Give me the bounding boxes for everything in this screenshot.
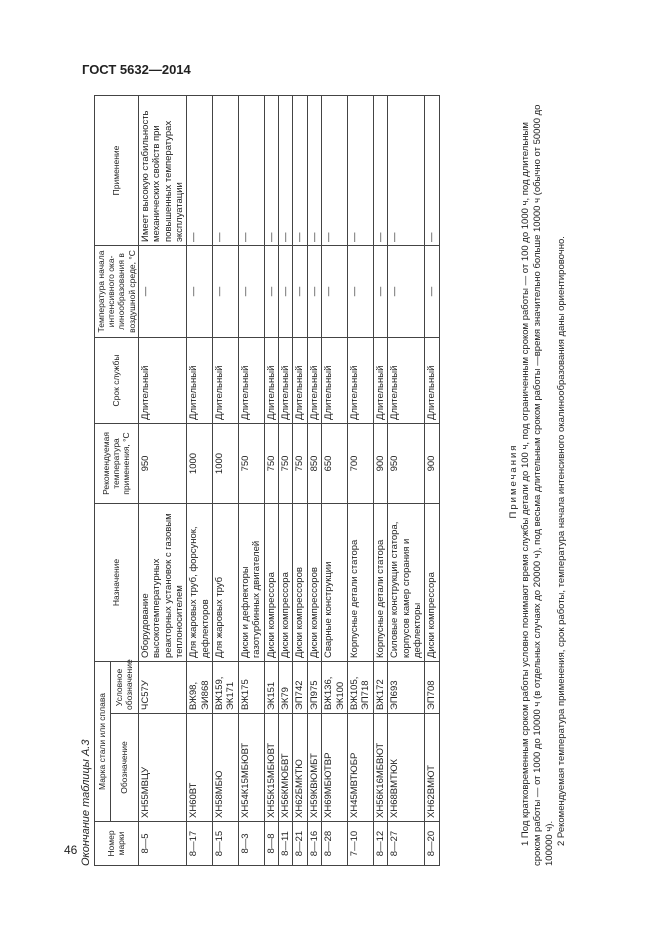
- cell-conventional: ЭК151: [264, 661, 278, 713]
- cell-num: 8—11: [279, 822, 293, 866]
- header-purpose: Назначение: [95, 503, 139, 661]
- cell-conventional: ВЖ98, ЭИ868: [187, 661, 213, 713]
- cell-temp: 1000: [187, 423, 213, 503]
- cell-conventional: ЭП693: [388, 661, 425, 713]
- cell-temp: 750: [264, 423, 278, 503]
- cell-designation: ХН56КМЮБВТ: [279, 714, 293, 822]
- cell-conventional: ЭП708: [425, 661, 439, 713]
- cell-num: 8—21: [293, 822, 307, 866]
- cell-designation: ХН55К15МБЮВТ: [264, 714, 278, 822]
- cell-designation: ХН58МБЮ: [213, 714, 239, 822]
- cell-num: 8—16: [307, 822, 321, 866]
- header-life: Срок службы: [95, 337, 139, 423]
- cell-purpose: Корпусные детали статора: [373, 503, 387, 661]
- table-row: [279, 95, 293, 865]
- header-scale: Температура начала интенсивного ока-линообразования в воздушной среде, °С: [95, 245, 139, 337]
- table-row: [307, 95, 321, 865]
- cell-conventional: ЭП975: [307, 661, 321, 713]
- cell-application: —: [425, 95, 439, 245]
- cell-life: Длительный: [138, 337, 187, 423]
- cell-life: Длительный: [279, 337, 293, 423]
- header-conventional: Условное обозначение: [110, 661, 138, 713]
- cell-purpose: Силовые конструкции статора, корпусов камер сгорания и дефлекторы: [388, 503, 425, 661]
- cell-purpose: Для жаровых труб, форсунок, дефлекторов: [187, 503, 213, 661]
- cell-purpose: Диски компрессора: [425, 503, 439, 661]
- cell-conventional: ЭК79: [279, 661, 293, 713]
- cell-life: Длительный: [307, 337, 321, 423]
- cell-conventional: ЭП742: [293, 661, 307, 713]
- cell-scale: —: [425, 245, 439, 337]
- cell-num: 8—20: [425, 822, 439, 866]
- cell-temp: 650: [322, 423, 348, 503]
- rotated-table-area: [80, 96, 580, 866]
- cell-num: 8—3: [238, 822, 264, 866]
- cell-application: Имеет высокую стабильность механических свойств при повышенных температурах эксплуатации: [138, 95, 187, 245]
- header-designation: Обозначение: [110, 714, 138, 822]
- header-grade-group: Марка стали или сплава: [95, 661, 111, 821]
- cell-purpose: Для жаровых труб: [213, 503, 239, 661]
- cell-application: —: [293, 95, 307, 245]
- cell-scale: —: [213, 245, 239, 337]
- cell-scale: —: [264, 245, 278, 337]
- cell-num: 8—28: [322, 822, 348, 866]
- cell-num: 8—8: [264, 822, 278, 866]
- cell-temp: 750: [279, 423, 293, 503]
- cell-purpose: Диски компрессора: [279, 503, 293, 661]
- cell-life: Длительный: [425, 337, 439, 423]
- cell-application: —: [388, 95, 425, 245]
- steel-grades-table: [94, 95, 440, 866]
- cell-num: 8—15: [213, 822, 239, 866]
- table-row: [187, 95, 213, 865]
- cell-scale: —: [388, 245, 425, 337]
- note-1: 1 Под кратковременным сроком работы условно понимают время службы детали до 100 ч, под ограниченным сроком работы — от 100 до 1000 ч, под длительным сроком работы — от 1000 до 10000 ч (в отдельных случаях до 20000 ч), под весьма длительным сроком работы —время значительно больше 10000 ч (обычно от 50000 до 100000 ч).: [519, 104, 555, 866]
- table-row: [238, 95, 264, 865]
- cell-conventional: ВЖ175: [238, 661, 264, 713]
- cell-purpose: Диски и дефлекторы газотурбинных двигателей: [238, 503, 264, 661]
- cell-purpose: Диски компрессоров: [293, 503, 307, 661]
- header-num: Номер марки: [95, 822, 139, 866]
- table-row: [425, 95, 439, 865]
- cell-application: —: [373, 95, 387, 245]
- cell-temp: 950: [138, 423, 187, 503]
- cell-life: Длительный: [322, 337, 348, 423]
- cell-temp: 750: [238, 423, 264, 503]
- cell-temp: 1000: [213, 423, 239, 503]
- cell-purpose: Корпусные детали статора: [348, 503, 374, 661]
- cell-conventional: ВЖ159, ЭК171: [213, 661, 239, 713]
- cell-designation: ХН68ВМТЮК: [388, 714, 425, 822]
- header-application: Применение: [95, 95, 139, 245]
- table-row: [348, 95, 374, 865]
- header-temp: Рекомендуемая температура применения, °С: [95, 423, 139, 503]
- cell-scale: —: [279, 245, 293, 337]
- cell-life: Длительный: [373, 337, 387, 423]
- table-row: [264, 95, 278, 865]
- cell-application: —: [187, 95, 213, 245]
- table-row: [388, 95, 425, 865]
- cell-life: Длительный: [264, 337, 278, 423]
- cell-num: 8—27: [388, 822, 425, 866]
- cell-scale: —: [373, 245, 387, 337]
- cell-application: —: [213, 95, 239, 245]
- cell-scale: —: [322, 245, 348, 337]
- cell-temp: 900: [373, 423, 387, 503]
- cell-scale: —: [293, 245, 307, 337]
- cell-designation: ХН45МВТЮБР: [348, 714, 374, 822]
- cell-designation: ХН55МВЦУ: [138, 714, 187, 822]
- cell-life: Длительный: [213, 337, 239, 423]
- table-row: [373, 95, 387, 865]
- cell-num: 8—5: [138, 822, 187, 866]
- cell-purpose: Диски компрессора: [264, 503, 278, 661]
- cell-conventional: ЧС57У: [138, 661, 187, 713]
- cell-designation: ХН69МБЮТВР: [322, 714, 348, 822]
- notes-title: Примечания: [508, 443, 519, 519]
- cell-designation: ХН59КВЮМБТ: [307, 714, 321, 822]
- cell-num: 7—10: [348, 822, 374, 866]
- cell-conventional: ВЖ172: [373, 661, 387, 713]
- cell-life: Длительный: [388, 337, 425, 423]
- cell-designation: ХН60ВТ: [187, 714, 213, 822]
- table-row: [322, 95, 348, 865]
- cell-temp: 950: [388, 423, 425, 503]
- cell-life: Длительный: [348, 337, 374, 423]
- cell-purpose: Сварные конструкции: [322, 503, 348, 661]
- cell-scale: —: [238, 245, 264, 337]
- cell-purpose: Оборудование высокотемпературных реакторных установок с газовым теплоносителем: [138, 503, 187, 661]
- note-2: 2 Рекомендуемая температура применения, срок работы, температура начала интенсивного окалинообразования даны ориентировочно.: [555, 236, 567, 846]
- cell-application: —: [307, 95, 321, 245]
- cell-designation: ХН62БМКТЮ: [293, 714, 307, 822]
- cell-scale: —: [348, 245, 374, 337]
- cell-application: —: [322, 95, 348, 245]
- cell-life: Длительный: [238, 337, 264, 423]
- cell-designation: ХН62ВМЮТ: [425, 714, 439, 822]
- page-number: 46: [64, 843, 78, 857]
- document-header: ГОСТ 5632—2014: [82, 62, 191, 77]
- cell-designation: ХН54К15МБЮВТ: [238, 714, 264, 822]
- cell-scale: —: [138, 245, 187, 337]
- cell-conventional: ВЖ105, ЭП718: [348, 661, 374, 713]
- cell-temp: 850: [307, 423, 321, 503]
- cell-temp: 700: [348, 423, 374, 503]
- table-row: [138, 95, 187, 865]
- cell-designation: ХН56К16МБВЮТ: [373, 714, 387, 822]
- cell-conventional: ВЖ136, ЭК100: [322, 661, 348, 713]
- table-notes: [508, 96, 567, 866]
- table-row: [213, 95, 239, 865]
- cell-scale: —: [187, 245, 213, 337]
- cell-application: —: [238, 95, 264, 245]
- cell-temp: 900: [425, 423, 439, 503]
- table-row: [293, 95, 307, 865]
- cell-purpose: Диски компрессоров: [307, 503, 321, 661]
- cell-life: Длительный: [187, 337, 213, 423]
- cell-application: —: [264, 95, 278, 245]
- cell-application: —: [279, 95, 293, 245]
- table-continuation-caption: Окончание таблицы А.3: [80, 739, 92, 866]
- cell-num: 8—17: [187, 822, 213, 866]
- cell-temp: 750: [293, 423, 307, 503]
- cell-life: Длительный: [293, 337, 307, 423]
- cell-application: —: [348, 95, 374, 245]
- cell-num: 8—12: [373, 822, 387, 866]
- cell-scale: —: [307, 245, 321, 337]
